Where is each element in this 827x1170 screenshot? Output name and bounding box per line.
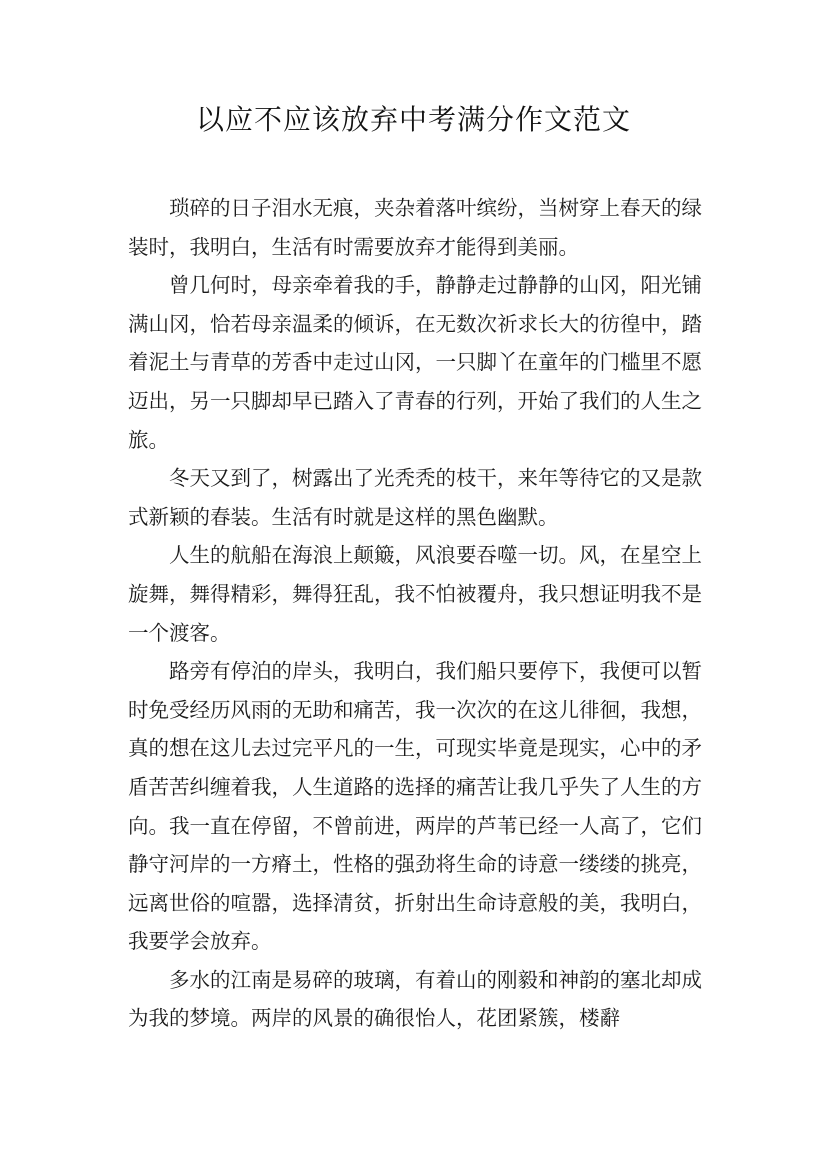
- paragraph-4: 人生的航船在海浪上颠簸，风浪要吞噬一切。风，在星空上旋舞，舞得精彩，舞得狂乱，我不怕被覆舟，我只想证明我不是一个渡客。: [128, 543, 702, 645]
- paragraph-5: 路旁有停泊的岸头，我明白，我们船只要停下，我便可以暂时免受经历风雨的无助和痛苦，我一次次的在这儿徘徊，我想，真的想在这儿去过完平凡的一生，可现实毕竟是现实，心中的矛盾苦苦纠缠着我，人生道路的选择的痛苦让我几乎失了人生的方向。我一直在停留，不曾前进，两岸的芦苇已经一人高了，它们静守河岸的一方瘠土，性格的强劲将生命的诗意一缕缕的挑亮，远离世俗的喧嚣，选择清贫，折射出生命诗意般的美，我明白，我要学会放弃。: [128, 659, 702, 954]
- essay-body: [128, 189, 702, 1038]
- paragraph-2: 曾几何时，母亲牵着我的手，静静走过静静的山冈，阳光铺满山冈，恰若母亲温柔的倾诉，在无数次祈求长大的彷徨中，踏着泥土与青草的芳香中走过山冈，一只脚丫在童年的门槛里不愿迈出，另一只脚却早已踏入了青春的行列，开始了我们的人生之旅。: [128, 273, 702, 452]
- paragraph-1: 琐碎的日子泪水无痕，夹杂着落叶缤纷，当树穿上春天的绿装时，我明白，生活有时需要放弃才能得到美丽。: [128, 196, 702, 259]
- paragraph-6: 多水的江南是易碎的玻璃，有着山的刚毅和神韵的塞北却成为我的梦境。两岸的风景的确很怡人，花团紧簇，楼辭: [128, 967, 702, 1031]
- paragraph-3: 冬天又到了，树露出了光秃秃的枝干，来年等待它的又是款式新颖的春装。生活有时就是这样的黑色幽默。: [128, 466, 702, 529]
- page-title: 以应不应该放弃中考满分作文范文: [195, 103, 631, 136]
